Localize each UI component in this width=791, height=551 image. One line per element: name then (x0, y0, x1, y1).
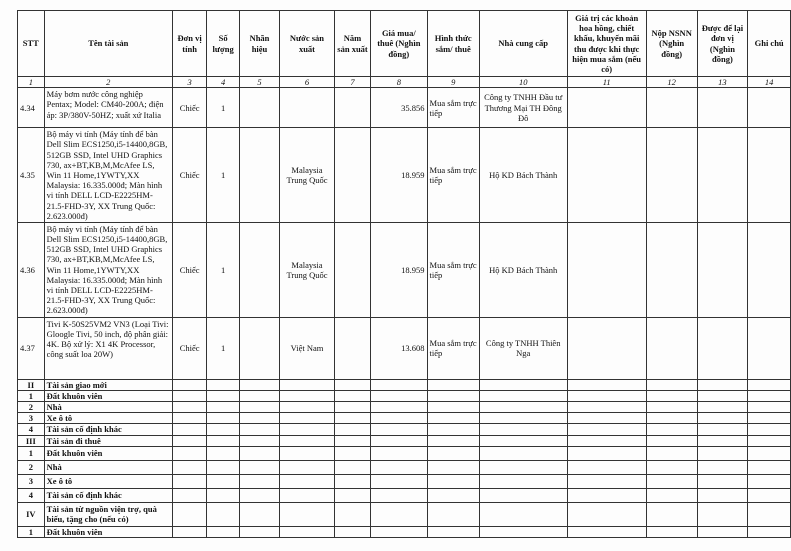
index-cell: 4 (207, 77, 240, 88)
brand-cell (239, 128, 279, 223)
retained-cell (697, 128, 748, 223)
state-budget-cell (646, 222, 697, 317)
unit-cell: Chiếc (172, 222, 206, 317)
header-state-budget: Nộp NSNN (Nghìn đồng) (646, 11, 697, 77)
stt-cell: 4.34 (18, 88, 45, 128)
year-cell (334, 88, 370, 128)
supplier-cell: Hộ KD Bách Thành (479, 128, 567, 223)
asset-name-cell: Bộ máy vi tính (Máy tính để bàn Dell Slim ECS1250,i5-14400,8GB, 512GB SSD, Intel UHD Graphics 730, ax+BT,KB,M,McAfee LS, Win 11 Home,1YWTY,XX Malaysia: 16.335.000đ; Màn hình vi tính DELL LCD-E2225HM-21.5-FHD-3Y, XX Trung Quốc: 2.623.000đ) (44, 222, 172, 317)
header-price: Giá mua/ thuê (Nghìn đồng) (371, 11, 427, 77)
asset-table (17, 10, 791, 538)
quantity-cell: 1 (207, 222, 240, 317)
section-name: Tài sản cố định khác (44, 424, 172, 435)
commission-cell (567, 317, 646, 379)
section-stt: 4 (18, 488, 45, 502)
section-name: Đất khuôn viên (44, 526, 172, 537)
section-row (18, 526, 791, 537)
section-row (18, 424, 791, 435)
asset-name-cell: Máy bơm nước công nghiệp Pentax; Model: CM40-200A; điện áp: 3P/380V-50HZ; xuất xứ Italia (44, 88, 172, 128)
section-row (18, 488, 791, 502)
index-cell: 1 (18, 77, 45, 88)
price-cell: 18.959 (371, 222, 427, 317)
index-cell: 5 (239, 77, 279, 88)
section-name: Nhà (44, 460, 172, 474)
section-name: Tài sản giao mới (44, 379, 172, 390)
section-stt: 1 (18, 446, 45, 460)
table-row (18, 128, 791, 223)
stt-cell: 4.35 (18, 128, 45, 223)
state-budget-cell (646, 88, 697, 128)
retained-cell (697, 222, 748, 317)
price-cell: 35.856 (371, 88, 427, 128)
method-cell: Mua sắm trực tiếp (427, 222, 479, 317)
section-name: Xe ô tô (44, 474, 172, 488)
country-cell (280, 88, 335, 128)
commission-cell (567, 88, 646, 128)
table-row (18, 222, 791, 317)
index-cell: 13 (697, 77, 748, 88)
section-row (18, 435, 791, 446)
header-unit: Đơn vị tính (172, 11, 206, 77)
method-cell: Mua sắm trực tiếp (427, 317, 479, 379)
unit-cell: Chiếc (172, 317, 206, 379)
section-name: Đất khuôn viên (44, 446, 172, 460)
unit-cell: Chiếc (172, 88, 206, 128)
year-cell (334, 317, 370, 379)
header-retained: Được để lại đơn vị (Nghìn đồng) (697, 11, 748, 77)
section-stt: IV (18, 502, 45, 526)
section-name: Tài sản đi thuê (44, 435, 172, 446)
header-asset-name: Tên tài sản (44, 11, 172, 77)
section-stt: 1 (18, 526, 45, 537)
index-row (18, 77, 791, 88)
brand-cell (239, 317, 279, 379)
brand-cell (239, 222, 279, 317)
section-name: Nhà (44, 401, 172, 412)
supplier-cell: Công ty TNHH Thiên Nga (479, 317, 567, 379)
header-supplier: Nhà cung cấp (479, 11, 567, 77)
header-brand: Nhãn hiệu (239, 11, 279, 77)
index-cell: 7 (334, 77, 370, 88)
index-cell: 2 (44, 77, 172, 88)
index-cell: 14 (748, 77, 791, 88)
index-cell: 9 (427, 77, 479, 88)
section-stt: 4 (18, 424, 45, 435)
method-cell: Mua sắm trực tiếp (427, 128, 479, 223)
section-row (18, 502, 791, 526)
table-row (18, 317, 791, 379)
notes-cell (748, 317, 791, 379)
retained-cell (697, 88, 748, 128)
state-budget-cell (646, 317, 697, 379)
section-stt: III (18, 435, 45, 446)
price-cell: 13.608 (371, 317, 427, 379)
index-cell: 10 (479, 77, 567, 88)
section-name: Tài sản từ nguồn viện trợ, quà biếu, tặng cho (nếu có) (44, 502, 172, 526)
section-stt: 2 (18, 401, 45, 412)
quantity-cell: 1 (207, 88, 240, 128)
notes-cell (748, 88, 791, 128)
header-quantity: Số lượng (207, 11, 240, 77)
section-stt: 1 (18, 390, 45, 401)
year-cell (334, 128, 370, 223)
header-commission: Giá trị các khoản hoa hồng, chiết khấu, khuyến mãi thu được khi thực hiện mua sắm (nếu có) (567, 11, 646, 77)
supplier-cell: Hộ KD Bách Thành (479, 222, 567, 317)
price-cell: 18.959 (371, 128, 427, 223)
method-cell: Mua sắm trực tiếp (427, 88, 479, 128)
country-cell: Việt Nam (280, 317, 335, 379)
header-method: Hình thức sắm/ thuê (427, 11, 479, 77)
index-cell: 8 (371, 77, 427, 88)
section-name: Xe ô tô (44, 413, 172, 424)
stt-cell: 4.36 (18, 222, 45, 317)
section-row (18, 379, 791, 390)
state-budget-cell (646, 128, 697, 223)
header-stt: STT (18, 11, 45, 77)
section-row (18, 474, 791, 488)
section-row (18, 460, 791, 474)
country-cell: Malaysia Trung Quốc (280, 128, 335, 223)
asset-name-cell: Tivi K-50S25VM2 VN3 (Loại Tivi: Gloogle Tivi, 50 inch, độ phân giải: 4K. Bộ xử lý: X1 4K Processor, công suất loa 20W) (44, 317, 172, 379)
section-name: Tài sản cố định khác (44, 488, 172, 502)
section-stt: 3 (18, 413, 45, 424)
index-cell: 3 (172, 77, 206, 88)
quantity-cell: 1 (207, 317, 240, 379)
index-cell: 6 (280, 77, 335, 88)
section-row (18, 446, 791, 460)
brand-cell (239, 88, 279, 128)
commission-cell (567, 222, 646, 317)
commission-cell (567, 128, 646, 223)
index-cell: 12 (646, 77, 697, 88)
section-stt: 2 (18, 460, 45, 474)
notes-cell (748, 222, 791, 317)
header-country: Nước sản xuất (280, 11, 335, 77)
country-cell: Malaysia Trung Quốc (280, 222, 335, 317)
year-cell (334, 222, 370, 317)
header-row (18, 11, 791, 77)
section-row (18, 390, 791, 401)
retained-cell (697, 317, 748, 379)
table-row (18, 88, 791, 128)
stt-cell: 4.37 (18, 317, 45, 379)
section-stt: 3 (18, 474, 45, 488)
asset-name-cell: Bộ máy vi tính (Máy tính để bàn Dell Slim ECS1250,i5-14400,8GB, 512GB SSD, Intel UHD Graphics 730, ax+BT,KB,M,McAfee LS, Win 11 Home,1YWTY,XX Malaysia: 16.335.000đ; Màn hình vi tính DELL LCD-E2225HM-21.5-FHD-3Y, XX Trung Quốc: 2.623.000đ) (44, 128, 172, 223)
header-year: Năm sản xuất (334, 11, 370, 77)
section-row (18, 401, 791, 412)
header-notes: Ghi chú (748, 11, 791, 77)
unit-cell: Chiếc (172, 128, 206, 223)
supplier-cell: Công ty TNHH Đầu tư Thương Mại TH Đông Đô (479, 88, 567, 128)
section-row (18, 413, 791, 424)
quantity-cell: 1 (207, 128, 240, 223)
section-stt: II (18, 379, 45, 390)
index-cell: 11 (567, 77, 646, 88)
section-name: Đất khuôn viên (44, 390, 172, 401)
notes-cell (748, 128, 791, 223)
